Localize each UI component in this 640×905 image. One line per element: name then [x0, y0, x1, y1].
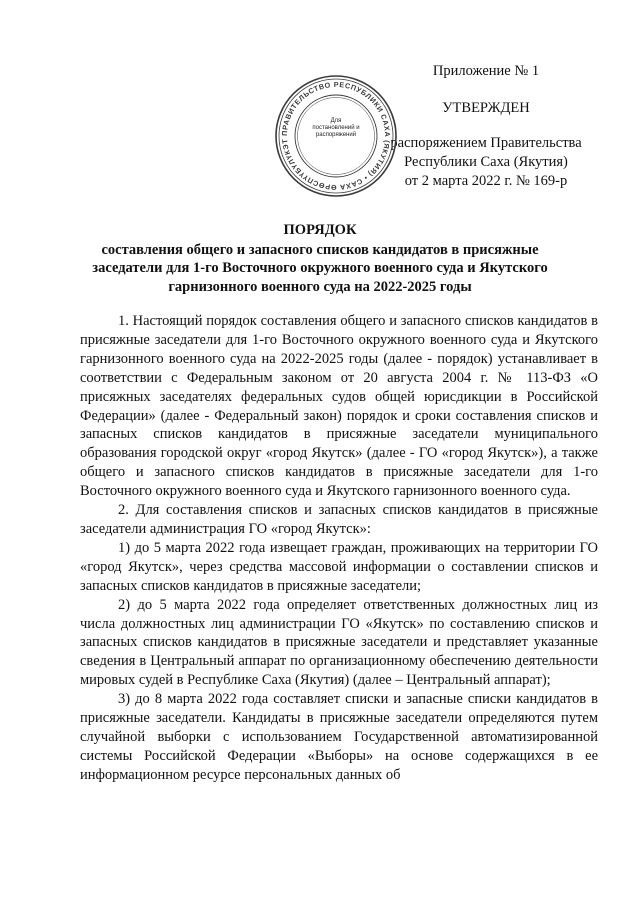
- order-line-3: от 2 марта 2022 г. № 169-р: [404, 173, 568, 189]
- order-line-2: Республики Саха (Якутия): [404, 154, 568, 170]
- document-body: [80, 312, 598, 785]
- paragraph-2-item-1: 1) до 5 марта 2022 года извещает граждан, проживающих на территории ГО «город Якутск», через средства массовой информации о составлении списков и запасных списков кандидатов в присяжные заседатели;: [80, 539, 598, 594]
- seal-ring-text: ПРАВИТЕЛЬСТВО РЕСПУБЛИКИ САХА (ЯКУТИЯ) • САХА ӨРӨСПҮҮБҮЛҮКЭТ: [279, 79, 393, 193]
- paragraph-2-item-3: 3) до 8 марта 2022 года составляет списки и запасные списки кандидатов в присяжные заседатели. Кандидаты в присяжные заседатели определяются путем случайной выборки с использованием Государственной автоматизированной системы Российской Федерации «Выборы» на основе содержащихся в ее информационном ресурсе персональных данных об: [80, 691, 598, 783]
- government-seal: [274, 74, 398, 198]
- seal-center-line-2: постановлений и: [312, 125, 360, 131]
- seal-center-line-1: Для: [330, 118, 342, 124]
- seal-center-line-3: распоряжений: [315, 132, 357, 138]
- title-line-1: составления общего и запасного списков кандидатов в присяжные: [101, 241, 539, 258]
- paragraph-2: 2. Для составления списков и запасных списков кандидатов в присяжные заседатели администрация ГО «город Якутск»:: [80, 502, 598, 537]
- appendix-label: Приложение № 1: [432, 63, 540, 79]
- title-line-2: заседатели для 1-го Восточного окружного военного суда и Якутского: [92, 260, 548, 276]
- seal-center-text: [274, 118, 398, 139]
- approved-label: УТВЕРЖДЕН: [442, 100, 530, 116]
- title-main: ПОРЯДОК: [283, 222, 357, 238]
- paragraph-1: 1. Настоящий порядок составления общего и запасного списков кандидатов в присяжные заседатели для 1-го Восточного окружного военного суда и Якутского гарнизонного военного суда на 2022-2025 годы (далее - порядок) устанавливает в соответствии с Федеральным законом от 20 августа 2004 г. № 113-ФЗ «О присяжных заседателях федеральных судов общей юрисдикции в Российской Федерации» (далее - Федеральный закон) порядок и сроки составления списков и запасных списков кандидатов в присяжные заседатели муниципального образования городской округ «город Якутск» (далее - ГО «город Якутск»), а также общего и запасного списков кандидатов в присяжные заседатели для 1-го Восточного окружного военного суда и Якутского гарнизонного военного суда.: [80, 313, 598, 500]
- paragraph-2-item-2: 2) до 5 марта 2022 года определяет ответственных должностных лиц из числа должностных лиц администрации ГО «Якутск» по составлению списков и запасных списков кандидатов в присяжные заседатели и представляет указанные сведения в Центральный аппарат по организационному обеспечению деятельности мировых судей в Республике Саха (Якутия) (далее – Центральный аппарат);: [80, 596, 598, 689]
- title-line-3: гарнизонного военного суда на 2022-2025 годы: [168, 278, 472, 295]
- approval-header: [386, 62, 586, 191]
- document-title: [80, 221, 560, 296]
- order-line-1: распоряжением Правительства: [390, 135, 582, 151]
